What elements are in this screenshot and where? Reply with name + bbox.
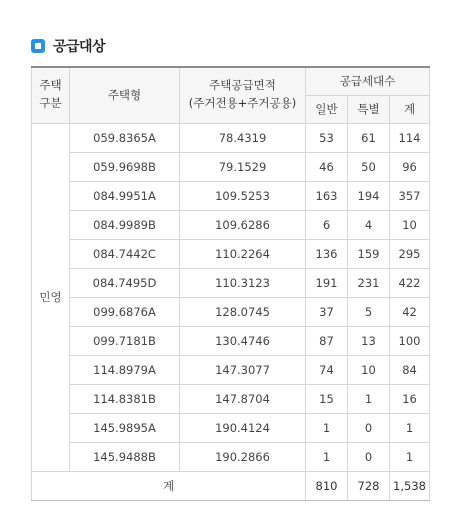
cell-area: 109.6286 xyxy=(180,210,306,239)
cell-total: 1 xyxy=(390,413,430,442)
section-title: 공급대상 xyxy=(53,39,106,55)
header-total: 계 xyxy=(390,95,430,123)
total-total: 1,538 xyxy=(390,471,430,500)
cell-general: 53 xyxy=(306,123,348,152)
cell-total: 16 xyxy=(390,384,430,413)
cell-type: 114.8979A xyxy=(70,355,180,384)
square-bullet-icon xyxy=(31,39,45,53)
table-row xyxy=(32,268,430,297)
cell-general: 163 xyxy=(306,181,348,210)
cell-general: 191 xyxy=(306,268,348,297)
cell-special: 0 xyxy=(348,413,390,442)
cell-special: 159 xyxy=(348,239,390,268)
cell-area: 79.1529 xyxy=(180,152,306,181)
header-housing-category xyxy=(32,67,70,123)
cell-area: 128.0745 xyxy=(180,297,306,326)
table-row xyxy=(32,355,430,384)
cell-special: 0 xyxy=(348,442,390,471)
header-housing-category-line2: 구분 xyxy=(39,96,62,111)
cell-type: 084.9989B xyxy=(70,210,180,239)
table-row xyxy=(32,413,430,442)
cell-area: 109.5253 xyxy=(180,181,306,210)
cell-total: 84 xyxy=(390,355,430,384)
cell-general: 37 xyxy=(306,297,348,326)
table-row xyxy=(32,181,430,210)
cell-special: 13 xyxy=(348,326,390,355)
cell-total: 422 xyxy=(390,268,430,297)
cell-type: 084.7495D xyxy=(70,268,180,297)
cell-special: 231 xyxy=(348,268,390,297)
cell-total: 1 xyxy=(390,442,430,471)
cell-type: 114.8381B xyxy=(70,384,180,413)
category-cell: 민영 xyxy=(32,123,70,471)
cell-general: 136 xyxy=(306,239,348,268)
cell-total: 96 xyxy=(390,152,430,181)
header-supply-area-line2: (주거전용+주거공용) xyxy=(188,96,297,111)
cell-special: 1 xyxy=(348,384,390,413)
cell-type: 099.7181B xyxy=(70,326,180,355)
cell-area: 147.8704 xyxy=(180,384,306,413)
cell-type: 059.9698B xyxy=(70,152,180,181)
cell-special: 61 xyxy=(348,123,390,152)
cell-general: 6 xyxy=(306,210,348,239)
cell-type: 145.9895A xyxy=(70,413,180,442)
cell-area: 130.4746 xyxy=(180,326,306,355)
total-special: 728 xyxy=(348,471,390,500)
header-housing-category-line1: 주택 xyxy=(39,78,62,93)
header-special: 특별 xyxy=(348,95,390,123)
table-row xyxy=(32,123,430,152)
cell-special: 50 xyxy=(348,152,390,181)
header-supply-units: 공급세대수 xyxy=(306,67,430,95)
header-supply-area-line1: 주택공급면적 xyxy=(209,78,276,93)
cell-special: 194 xyxy=(348,181,390,210)
cell-area: 110.2264 xyxy=(180,239,306,268)
cell-total: 357 xyxy=(390,181,430,210)
table-row xyxy=(32,297,430,326)
total-general: 810 xyxy=(306,471,348,500)
table-row xyxy=(32,442,430,471)
cell-area: 78.4319 xyxy=(180,123,306,152)
cell-general: 1 xyxy=(306,442,348,471)
cell-special: 5 xyxy=(348,297,390,326)
header-housing-type: 주택형 xyxy=(70,67,180,123)
cell-special: 4 xyxy=(348,210,390,239)
header-supply-area xyxy=(180,67,306,123)
cell-total: 100 xyxy=(390,326,430,355)
cell-area: 147.3077 xyxy=(180,355,306,384)
header-general: 일반 xyxy=(306,95,348,123)
cell-type: 084.9951A xyxy=(70,181,180,210)
cell-special: 10 xyxy=(348,355,390,384)
cell-general: 1 xyxy=(306,413,348,442)
table-row xyxy=(32,152,430,181)
table-row xyxy=(32,384,430,413)
total-label: 계 xyxy=(32,471,306,500)
section-header xyxy=(31,36,105,56)
supply-table xyxy=(31,66,430,501)
cell-total: 295 xyxy=(390,239,430,268)
cell-type: 099.6876A xyxy=(70,297,180,326)
cell-total: 10 xyxy=(390,210,430,239)
table-row xyxy=(32,326,430,355)
cell-general: 87 xyxy=(306,326,348,355)
table-row xyxy=(32,210,430,239)
cell-type: 084.7442C xyxy=(70,239,180,268)
cell-area: 110.3123 xyxy=(180,268,306,297)
cell-general: 15 xyxy=(306,384,348,413)
cell-general: 74 xyxy=(306,355,348,384)
cell-type: 145.9488B xyxy=(70,442,180,471)
table-row xyxy=(32,239,430,268)
cell-general: 46 xyxy=(306,152,348,181)
cell-total: 114 xyxy=(390,123,430,152)
cell-area: 190.2866 xyxy=(180,442,306,471)
cell-total: 42 xyxy=(390,297,430,326)
total-row xyxy=(32,471,430,500)
cell-type: 059.8365A xyxy=(70,123,180,152)
cell-area: 190.4124 xyxy=(180,413,306,442)
